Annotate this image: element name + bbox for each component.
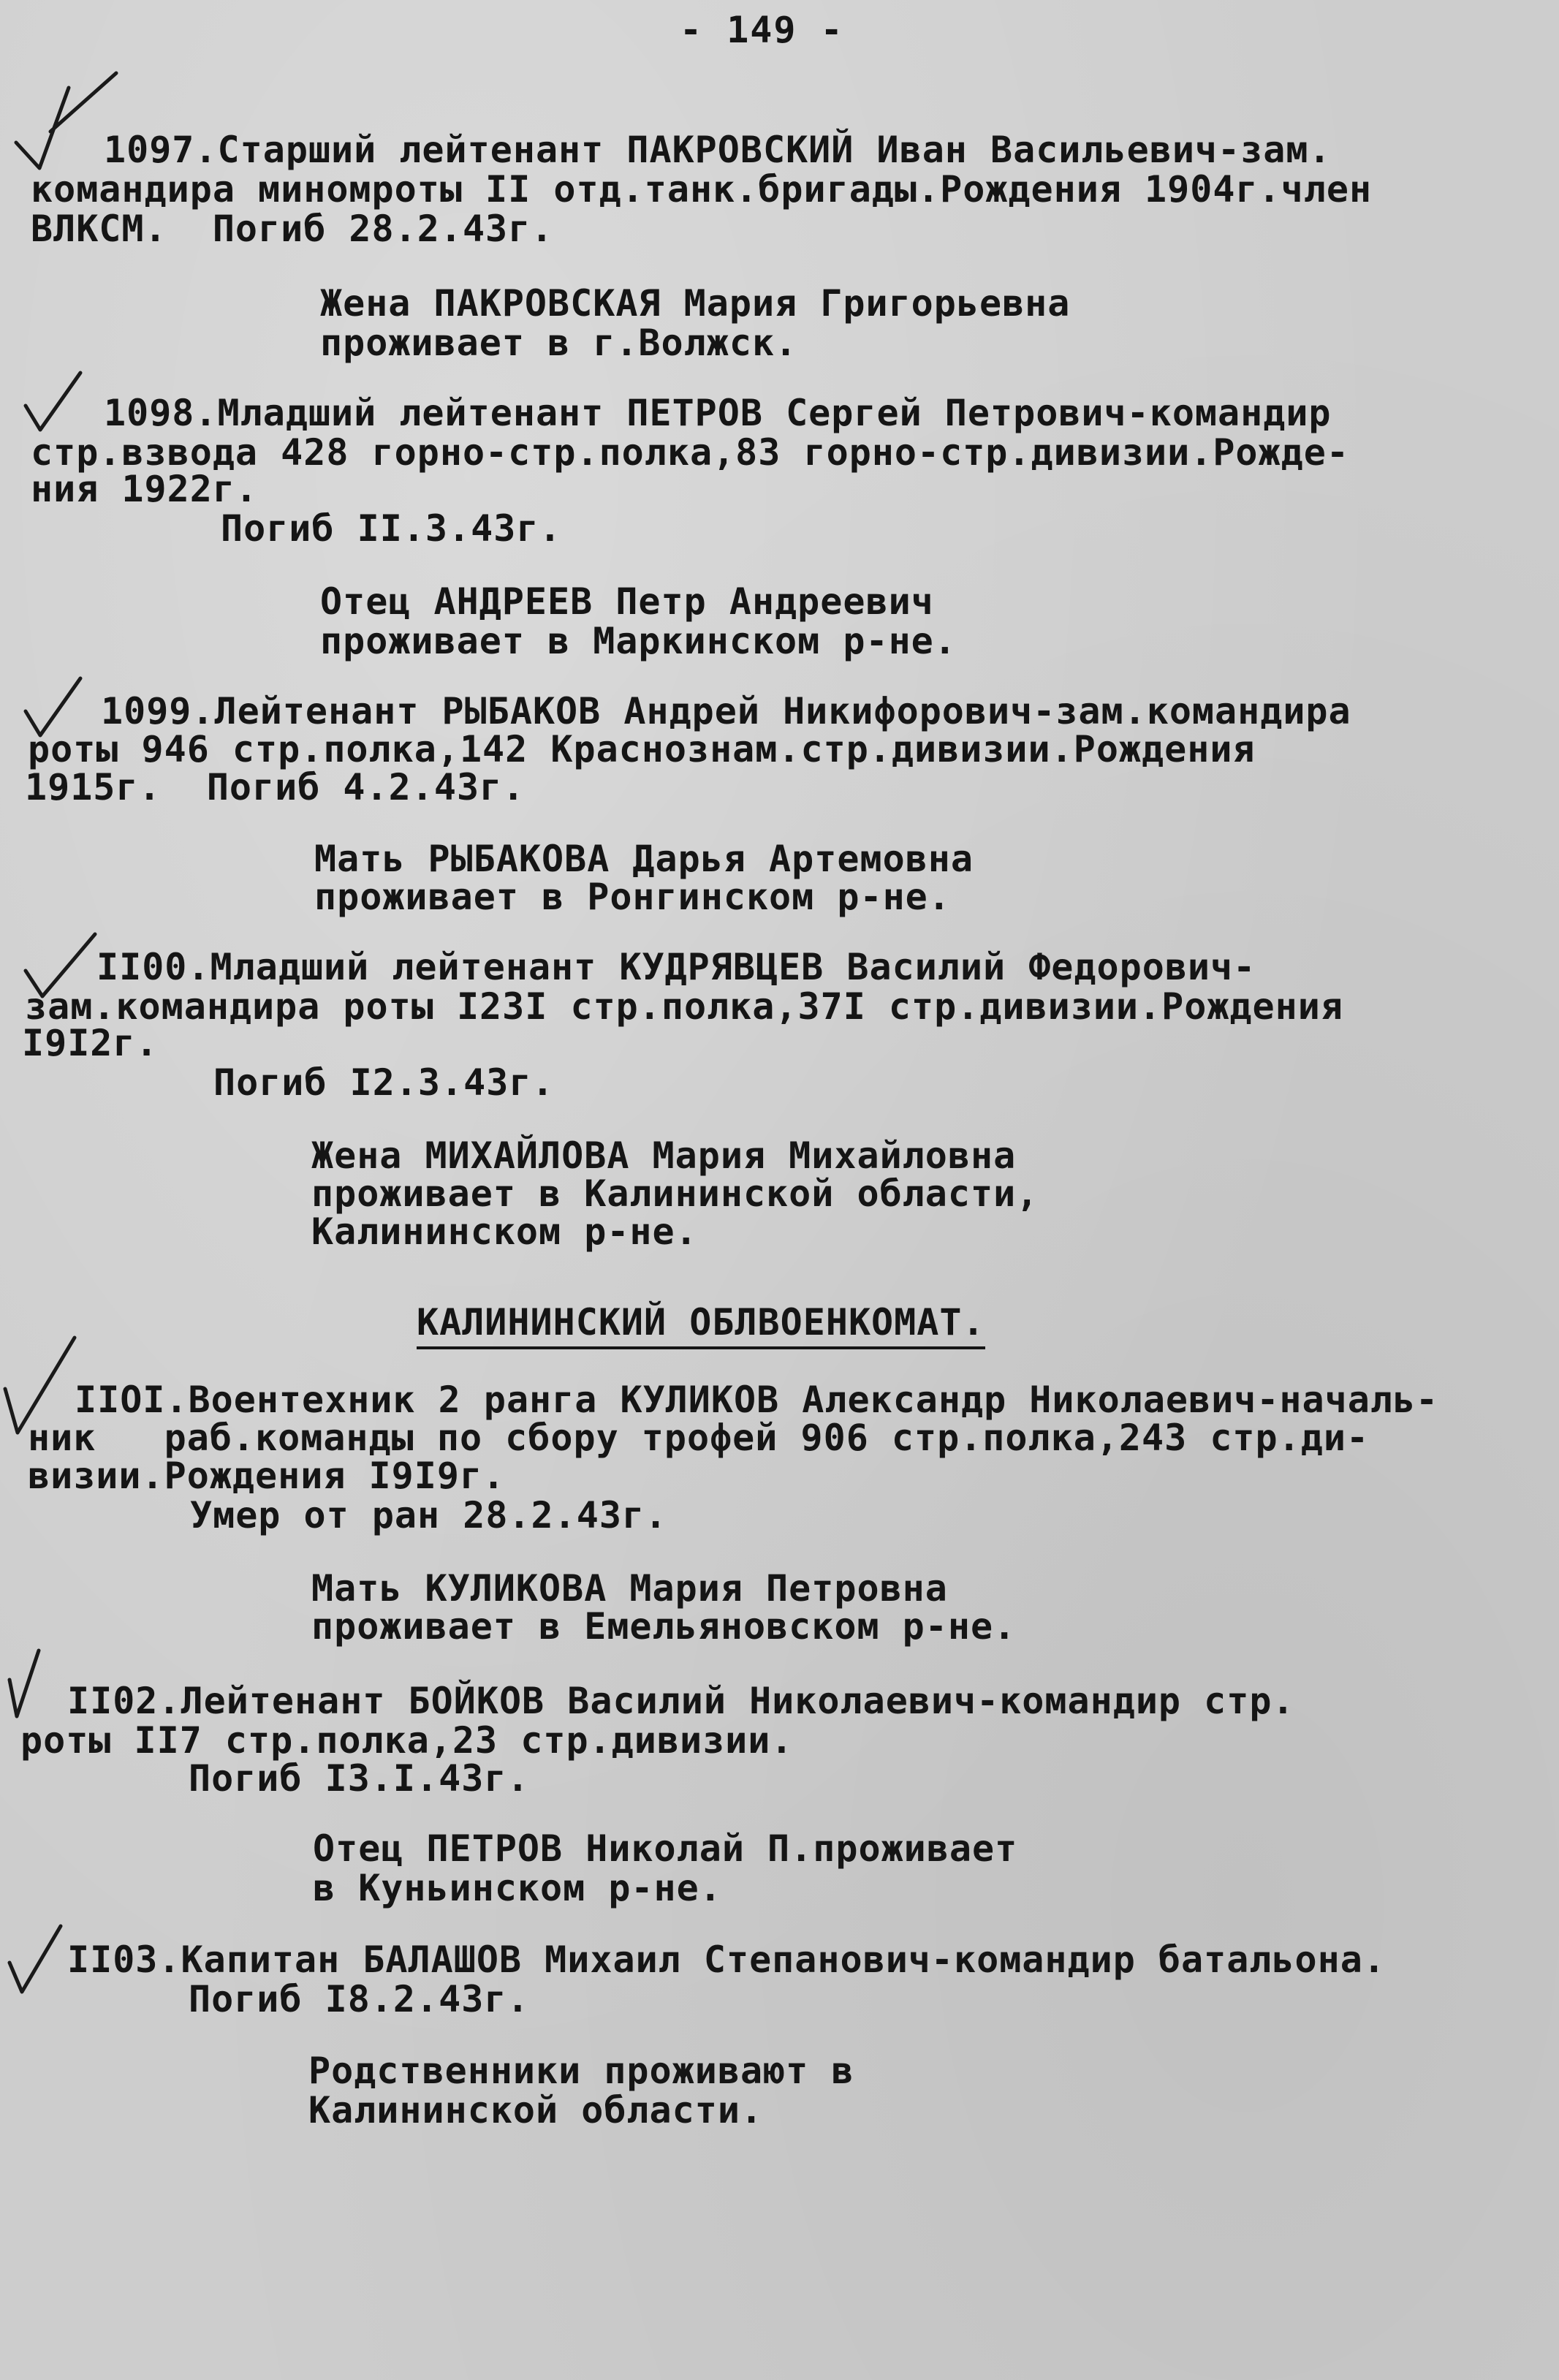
entry-line: Погиб II.3.43г. [221,507,562,550]
relative-line: Калининском р-не. [311,1210,698,1253]
entry-line: визии.Рождения I9I9г. [28,1455,506,1497]
entry-line: зам.командира роты I23I стр.полка,37I стр.дивизии.Рождения [25,985,1343,1028]
entry-line: командира миномроты II отд.танк.бригады.Рождения 1904г.член [31,168,1373,211]
entry-line: I9I2г. [22,1022,159,1064]
entry-line: 1097.Старший лейтенант ПАКРОВСКИЙ Иван Васильевич-зам. [104,129,1332,171]
entry-line: 1099.Лейтенант РЫБАКОВ Андрей Никифорович-зам.командира [101,690,1351,732]
entry-line: Погиб I2.3.43г. [213,1061,555,1104]
entry-line: ник раб.команды по сбору трофей 906 стр.полка,243 стр.ди- [28,1417,1370,1459]
relative-line: Мать РЫБАКОВА Дарья Артемовна [314,838,974,880]
relative-line: проживает в Маркинском р-не. [320,620,957,662]
checkmark-icon [6,1643,50,1727]
relative-line: Отец АНДРЕЕВ Петр Андреевич [320,580,934,623]
entry-line: стр.взвода 428 горно-стр.полка,83 горно-стр.дивизии.Рожде- [31,431,1349,474]
entry-line: роты 946 стр.полка,142 Краснознам.стр.дивизии.Рождения [28,728,1256,770]
relative-line: Мать КУЛИКОВА Мария Петровна [311,1567,948,1610]
entry-line: IIOI.Воентехник 2 ранга КУЛИКОВ Александр Николаевич-началь- [75,1379,1439,1421]
relative-line: Жена ПАКРОВСКАЯ Мария Григорьевна [320,282,1071,325]
entry-line: 1915г. Погиб 4.2.43г. [25,766,526,808]
relative-line: в Куньинском р-не. [313,1867,722,1909]
entry-line: роты II7 стр.полка,23 стр.дивизии. [20,1719,794,1762]
entry-line: 1098.Младший лейтенант ПЕТРОВ Сергей Петрович-командир [104,392,1332,434]
entry-line: II00.Младший лейтенант КУДРЯВЦЕВ Василий Федорович- [96,946,1256,988]
relative-line: Родственники проживают в [308,2050,854,2092]
entry-line: Погиб I8.2.43г. [189,1978,530,2020]
entry-line: Умер от ран 28.2.43г. [190,1494,668,1536]
entry-line: ВЛКСМ. Погиб 28.2.43г. [31,208,554,250]
relative-line: Калининской области. [308,2089,764,2131]
checkmark-icon [22,365,88,441]
relative-line: проживает в Емельяновском р-не. [311,1605,1017,1648]
relative-line: проживает в г.Волжск. [320,322,798,364]
relative-line: проживает в Ронгинском р-не. [314,876,951,918]
section-heading: КАЛИНИНСКИЙ ОБЛВОЕНКОМАТ. [417,1301,985,1349]
page-number: - 149 - [680,9,844,51]
entry-line: ния 1922г. [31,468,259,510]
checkmark-icon [6,1919,72,2002]
entry-line: Погиб I3.I.43г. [189,1757,530,1800]
relative-line: Отец ПЕТРОВ Николай П.проживает [313,1827,1018,1870]
relative-line: Жена МИХАЙЛОВА Мария Михайловна [311,1134,1017,1177]
relative-line: проживает в Калининской области, [311,1172,1039,1215]
entry-line: II03.Капитан БАЛАШОВ Михаил Степанович-командир батальона. [67,1939,1386,1981]
entry-line: II02.Лейтенант БОЙКОВ Василий Николаевич-командир стр. [67,1680,1295,1722]
